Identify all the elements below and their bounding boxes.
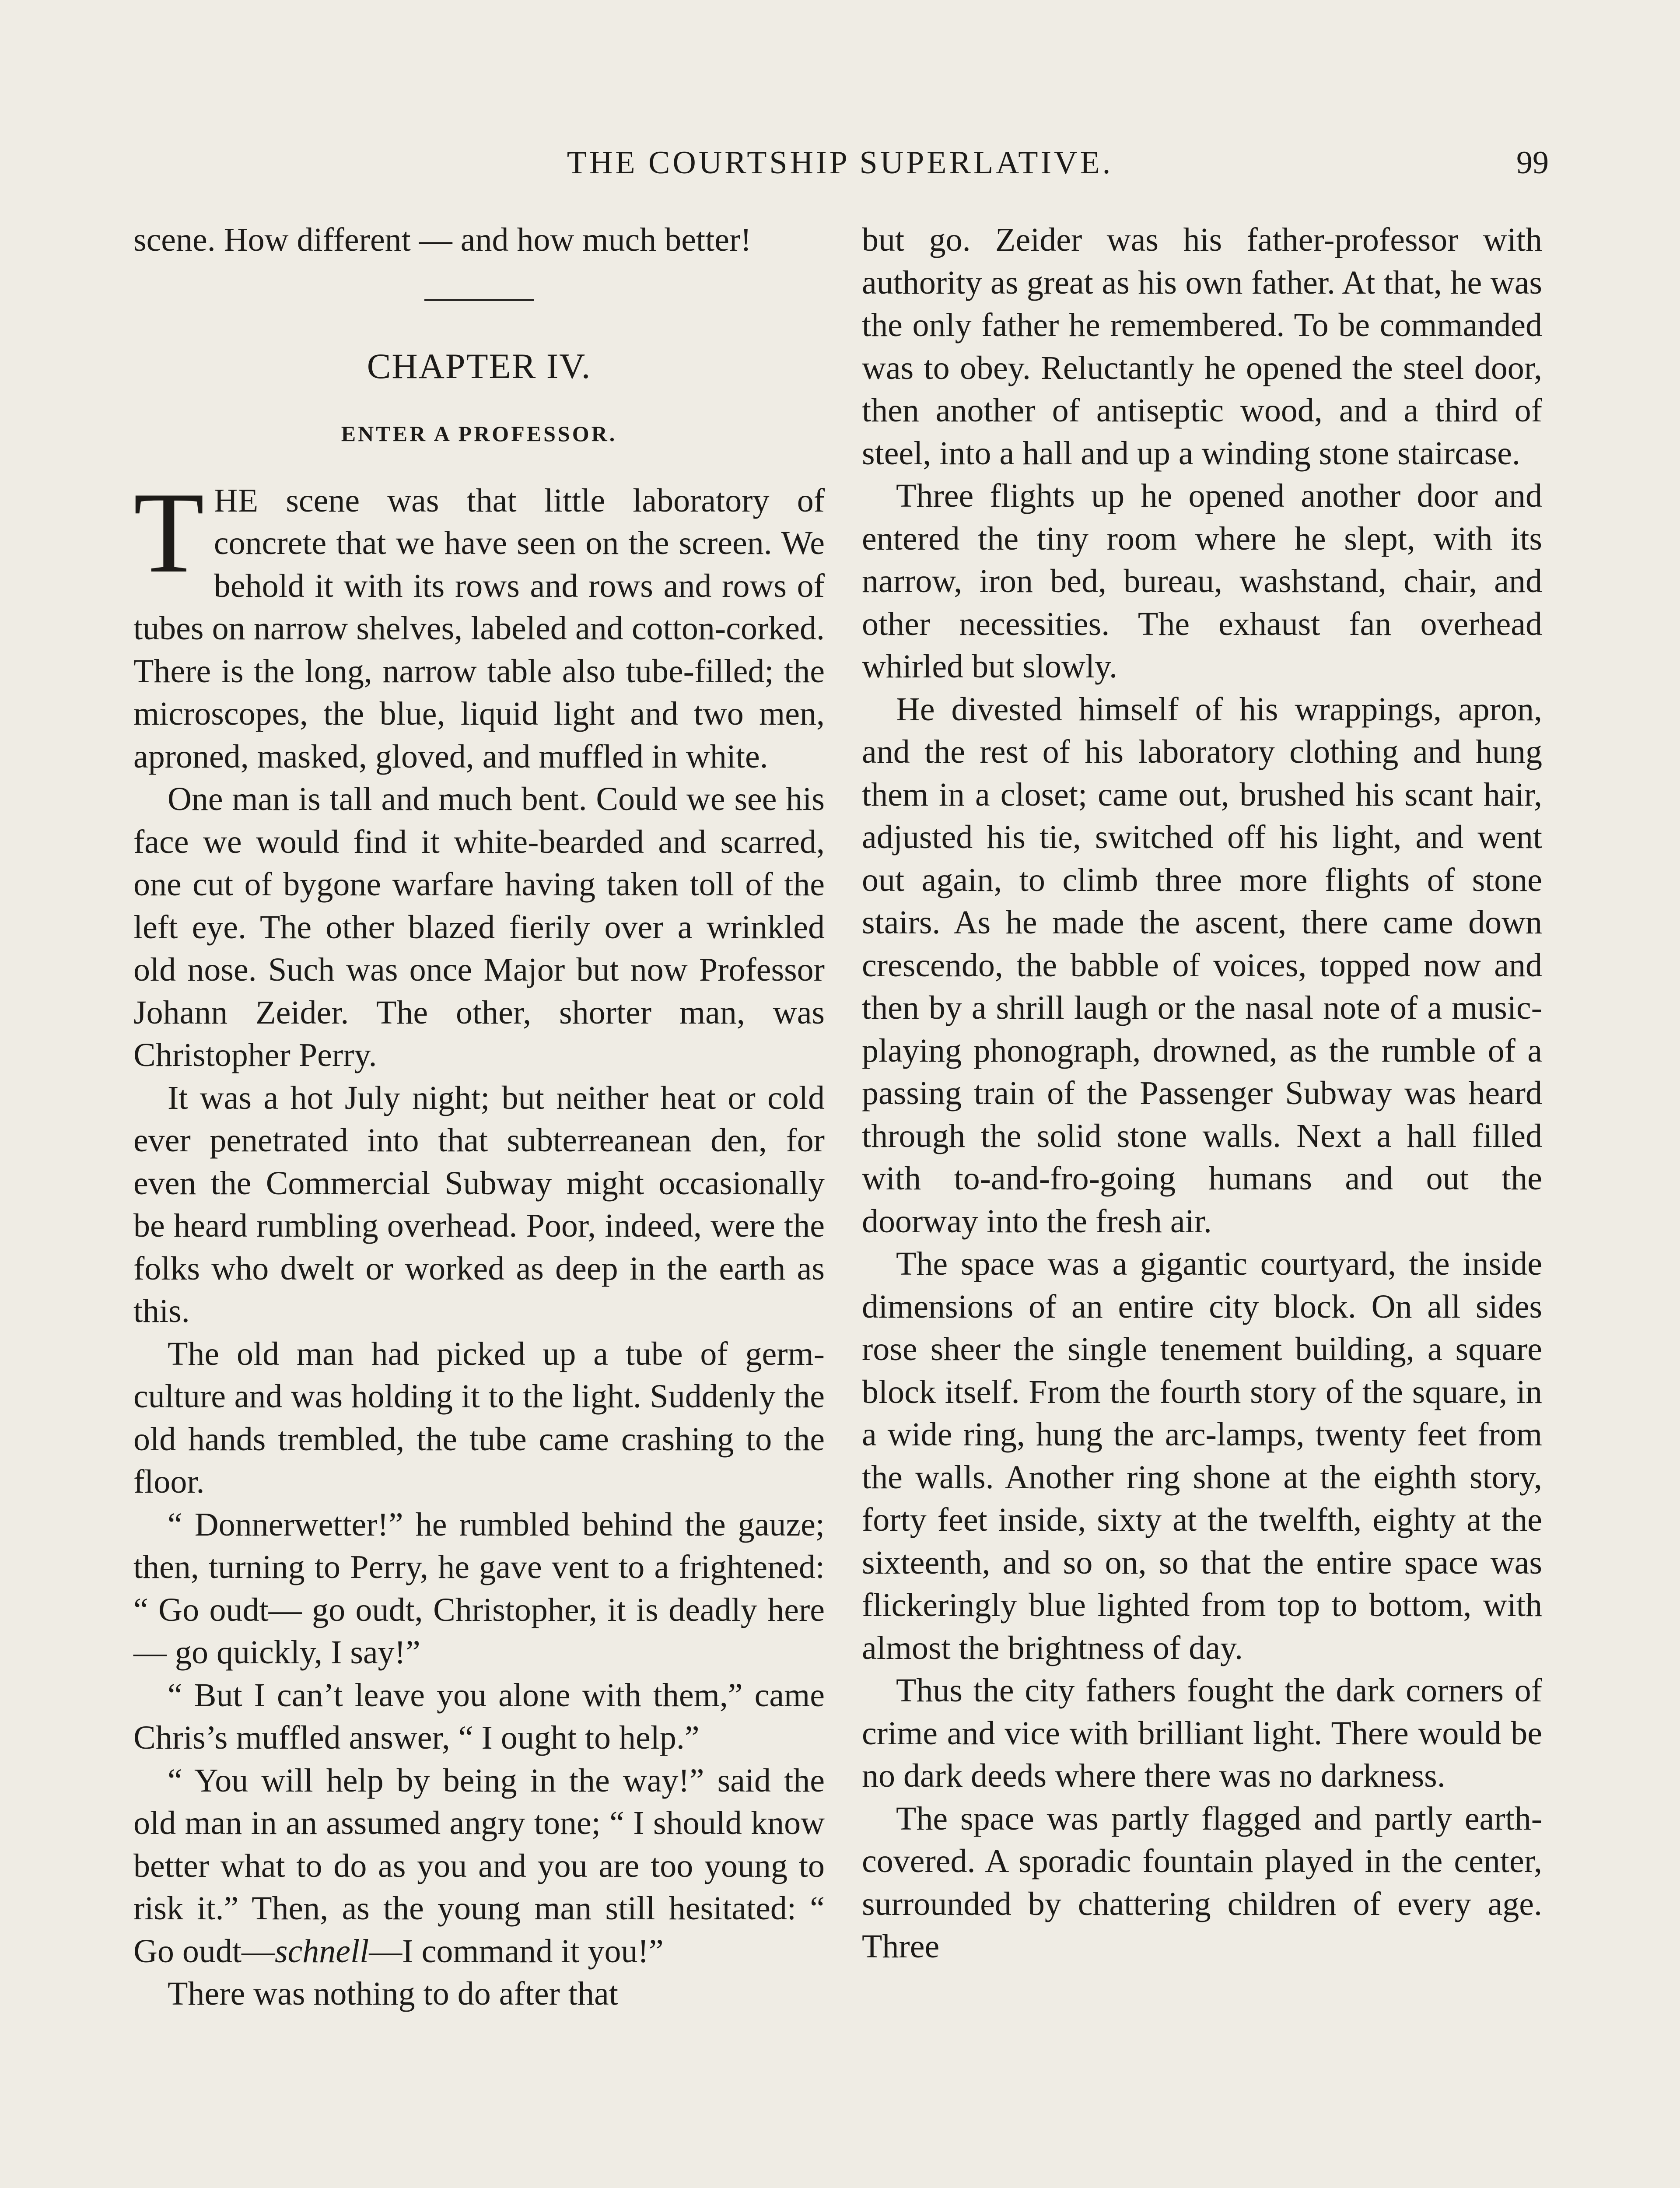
- paragraph: The old man had picked up a tube of germ-culture and was holding it to the light. Suddenly the old hands trembled, the tube came crashing to the floor.: [133, 1335, 825, 1500]
- paragraph: “ But I can’t leave you alone with them,” came Chris’s muffled answer, “ I ought to help.”: [133, 1676, 825, 1756]
- drop-cap: T: [133, 468, 204, 597]
- paragraph: The space was partly flagged and partly earth-covered. A sporadic fountain played in the center, surrounded by chattering children of every age. Three: [862, 1800, 1542, 1965]
- paragraph: There was nothing to do after that: [168, 1975, 618, 2012]
- running-title: THE COURTSHIP SUPERLATIVE.: [567, 145, 1113, 181]
- paragraph: Thus the city fathers fought the dark corners of crime and vice with brilliant light. There would be no dark deeds where there was no darkness.: [862, 1672, 1542, 1794]
- paragraph: [133, 468, 825, 778]
- page-number: 99: [1516, 145, 1549, 181]
- paragraph: It was a hot July night; but neither heat or cold ever penetrated into that subterreanean den, for even the Commercial Subway might occasionally be heard rumbling overhead. Poor, indeed, were the folks who dwelt or worked as deep in the earth as this.: [133, 1079, 825, 1329]
- paragraph-text: “ You will help by being in the way!” said the old man in an assumed angry tone; “ I should know better what to do as you and you are too young to risk it.” Then, as the young man still hesitated: “ Go oudt—: [133, 1762, 825, 1970]
- chapter-subtitle: ENTER A PROFESSOR.: [341, 421, 617, 446]
- right-column: [862, 219, 1542, 1968]
- paragraph: “ Donnerwetter!” he rumbled behind the gauze; then, turning to Perry, he gave vent to a frightened: “ Go oudt— go oudt, Christopher, it is deadly here— go quickly, I say!”: [133, 1506, 825, 1671]
- paragraph: He divested himself of his wrappings, apron, and the rest of his laboratory clothing and hung them in a closet; came out, brushed his scant hair, adjusted his tie, switched off his light, and went out again, to climb three more flights of stone stairs. As he made the ascent, there came down crescendo, the babble of voices, topped now and then by a shrill laugh or the nasal note of a music-playing phonograph, drowned, as the rumble of a passing train of the Passenger Subway was heard through the solid stone walls. Next a hall filled with to-and-fro-going humans and out the doorway into the fresh air.: [862, 691, 1542, 1240]
- paragraph: One man is tall and much bent. Could we see his face we would find it white-bearded and scarred, one cut of bygone warfare having taken toll of the left eye. The other blazed fierily over a wrinkled old nose. Such was once Major but now Professor Johann Zeider. The other, shorter man, was Christopher Perry.: [133, 781, 825, 1073]
- section-divider: [424, 299, 534, 301]
- italic-word: schnell: [275, 1932, 369, 1970]
- chapter-title: CHAPTER IV.: [367, 346, 592, 386]
- paragraph: scene. How different — and how much better!: [133, 221, 752, 258]
- paragraph: The space was a gigantic courtyard, the inside dimensions of an entire city block. On all sides rose sheer the single tenement building, a square block itself. From the fourth story of the square, in a wide ring, hung the arc-lamps, twenty feet from the walls. Another ring shone at the eighth story, forty feet inside, sixty at the twelfth, eighty at the sixteenth, and so on, so that the entire space was flickeringly blue lighted from top to bottom, with almost the brightness of day.: [862, 1245, 1542, 1666]
- left-column: [133, 219, 825, 2016]
- paragraph-text: —I command it you!”: [369, 1932, 664, 1970]
- paragraph-text: HE scene was that little laboratory of concrete that we have seen on the screen. We behold it with its rows and rows and rows of tubes on narrow shelves, labeled and cotton-corked. There is the long, narrow table also tube-filled; the microscopes, the blue, liquid light and two men, aproned, masked, gloved, and muffled in white.: [133, 482, 825, 775]
- paragraph: Three flights up he opened another door and entered the tiny room where he slept, with its narrow, iron bed, bureau, washstand, chair, and other necessities. The exhaust fan overhead whirled but slowly.: [862, 477, 1542, 685]
- paragraph: but go. Zeider was his father-professor with authority as great as his own father. At that, he was the only father he remembered. To be commanded was to obey. Reluctantly he opened the steel door, then another of antiseptic wood, and a third of steel, into a hall and up a winding stone staircase.: [862, 221, 1542, 472]
- paragraph: [133, 1760, 825, 1973]
